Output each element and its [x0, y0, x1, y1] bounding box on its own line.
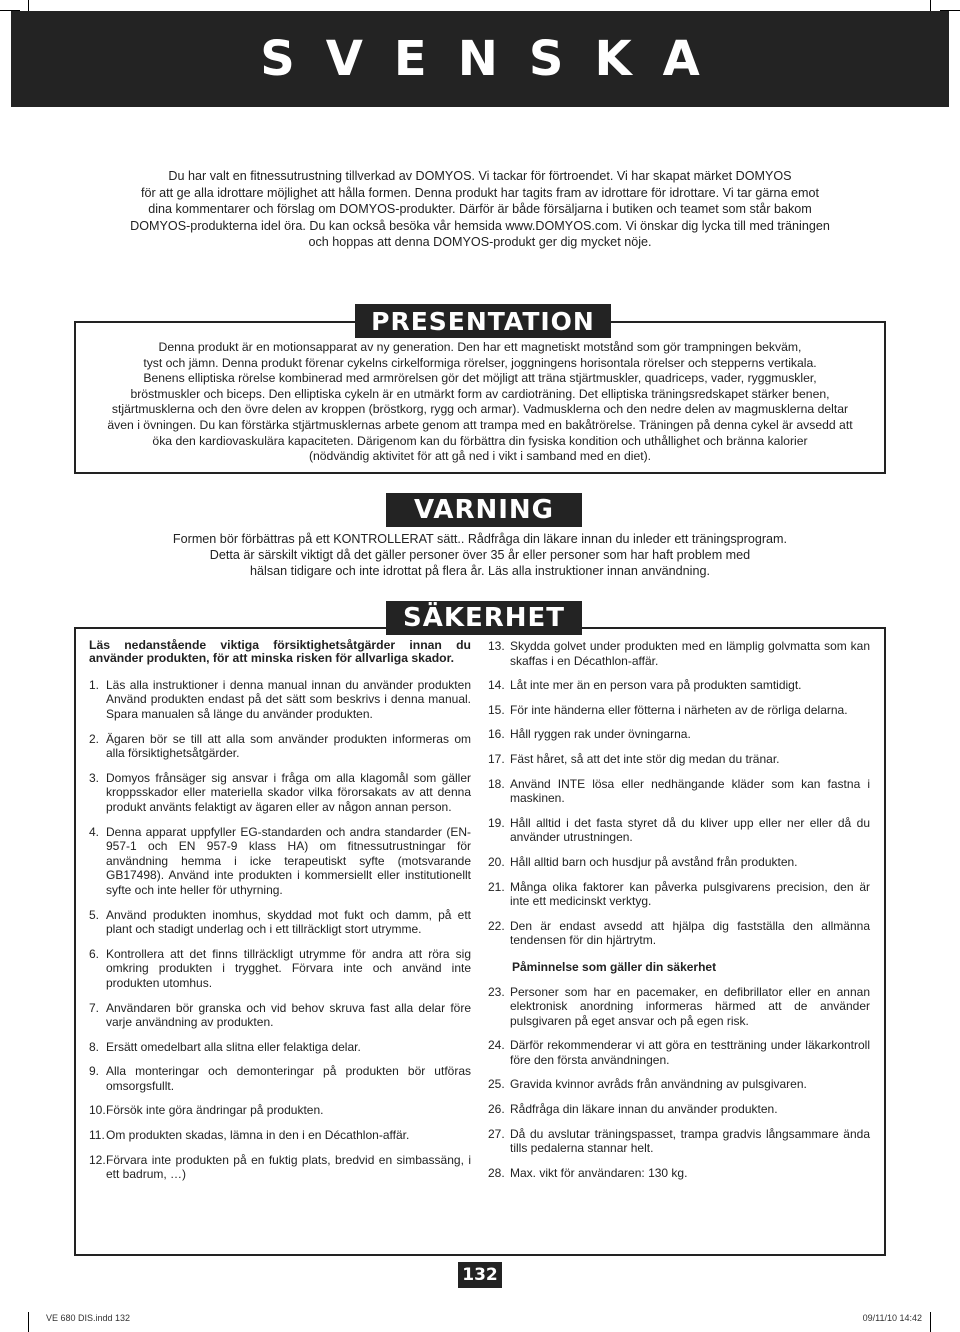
item-number: 27.: [488, 1126, 505, 1141]
varning-line: hälsan tidigare och inte idrottat på flera år. Läs alla instruktioner innan användning.: [250, 563, 710, 578]
presentation-line: öka den kardiovaskulära kapaciteten. Därigenom kan du förbättra din fysiska kondition och uthållighet och bränna kalorier: [152, 433, 808, 448]
varning-line: Formen bör förbättras på ett KONTROLLERAT sätt.. Rådfråga din läkare innan du inleder ett träningsprogram.: [172, 532, 788, 546]
safety-item: [488, 855, 870, 870]
safety-item: [488, 1038, 870, 1067]
safety-item: [89, 947, 471, 991]
item-text: För inte händerna eller fötterna i närheten av de rörliga delarna.: [510, 702, 848, 717]
banner-title: SVENSKA: [260, 31, 731, 87]
item-number: 23.: [488, 984, 505, 999]
item-number: 19.: [488, 815, 505, 830]
item-text: Personer som har en pacemaker, en defibrillator eller en annan elektronisk anordning informeras härmed att de använder pulsgivaren på eget ansvar och på egen risk.: [510, 984, 870, 1028]
item-number: 22.: [488, 918, 505, 933]
item-text: Därför rekommenderar vi att göra en testträning under läkarkontroll före den första användningen.: [510, 1038, 870, 1067]
item-text: Många olika faktorer kan påverka pulsgivarens precision, den är inte ett medicinskt verktyg.: [510, 879, 870, 909]
safety-item: [488, 919, 870, 948]
presentation-line: bröstmuskler och biceps. Den elliptiska cykeln är en utmärkt form av cardioträning. Det elliptiska träningsredskapet stärker benen,: [130, 386, 830, 401]
safety-item: [89, 908, 471, 937]
presentation-line: även i övningen. Du kan förstärka stjärtmusklernas arbete genom att trampa med en bakåtrörelse. Träningen på denna cykel är avsedd att: [107, 417, 853, 432]
item-text: Försök inte göra ändringar på produkten.: [106, 1103, 324, 1118]
safety-item: [89, 1040, 471, 1055]
crop-mark: [930, 1312, 931, 1332]
item-number: 8.: [89, 1039, 100, 1054]
item-text: Gravida kvinnor avråds från användning av pulsgivaren.: [510, 1077, 807, 1092]
safety-item: [488, 639, 870, 668]
presentation-line: Denna produkt är en motionsapparat av ny generation. Den har ett magnetiskt motstånd som gör trampningen bekväm,: [158, 340, 802, 354]
item-number: 10.: [89, 1103, 106, 1118]
safety-item: [488, 816, 870, 845]
item-number: 16.: [488, 727, 505, 742]
item-number: 12.: [89, 1152, 106, 1167]
safety-item: [89, 678, 471, 722]
language-banner: [11, 11, 949, 107]
safety-item: [488, 777, 870, 806]
item-number: 15.: [488, 702, 505, 717]
item-text: Håll alltid barn och husdjur på avstånd från produkten.: [510, 854, 798, 869]
item-number: 14.: [488, 678, 505, 693]
sakerhet-left-column: [89, 639, 471, 1192]
safety-item: [488, 1102, 870, 1117]
intro-line: dina kommentarer och förslag om DOMYOS-produkter. Därför är både försäljarna i butiken och teamet som står bakom: [148, 202, 812, 217]
item-text: Använd produkten inomhus, skyddad mot fukt och damm, på ett plant och stadigt underlag och i ett tillräckligt stort utrymme.: [106, 907, 471, 937]
safety-item: [488, 703, 870, 718]
varning-line: Detta är särskilt viktigt då det gäller personer över 35 år eller personer som har haft problem med: [209, 547, 751, 562]
crop-mark: [28, 1312, 29, 1332]
item-number: 5.: [89, 907, 100, 922]
presentation-line: Benens elliptiska rörelse kombinerad med armrörelsen gör det möjligt att träna stjärtmuskler, quadriceps, vader, ryggmuskler,: [143, 371, 817, 386]
safety-item: [89, 1128, 471, 1143]
safety-item: [488, 880, 870, 909]
item-text: Skydda golvet under produkten med en lämplig golvmatta som kan skaffas i en Décathlon-affär.: [510, 639, 870, 668]
item-number: 17.: [488, 751, 505, 766]
intro-line: och hoppas att denna DOMYOS-produkt ger dig mycket nöje.: [308, 235, 652, 250]
item-text: Om produkten skadas, lämna in den i en Décathlon-affär.: [106, 1128, 410, 1143]
safety-item: [89, 1001, 471, 1030]
item-text: Domyos frånsäger sig ansvar i fråga om alla klagomål som gäller kroppsskador eller materiella skador vilka förorsakats av att denna produkt använts felaktigt av ägaren eller av någon annan person.: [106, 770, 471, 814]
item-text: Förvara inte produkten på en fuktig plats, bredvid en simbassäng, i ett badrum, …): [106, 1152, 471, 1182]
item-text: Alla monteringar och demonteringar på produkten bör utföras omsorgsfullt.: [106, 1064, 471, 1093]
sakerhet-lead: Läs nedanstående viktiga försiktighetsåtgärder innan du använder produkten, för att minska risken för allvarliga skador.: [89, 638, 471, 666]
presentation-line: stjärtmusklerna och den övre delen av kroppen (bröstkorg, rygg och armar). Vadmusklerna och den nedre delen av magmusklerna deltar: [111, 402, 849, 417]
item-text: Håll ryggen rak under övningarna.: [510, 727, 691, 742]
item-number: 26.: [488, 1102, 505, 1117]
item-text: Ersätt omedelbart alla slitna eller felaktiga delar.: [106, 1039, 361, 1054]
item-number: 13.: [488, 639, 505, 653]
safety-item: [89, 1064, 471, 1093]
presentation-heading: PRESENTATION: [355, 304, 611, 338]
item-number: 4.: [89, 824, 100, 839]
varning-heading: VARNING: [386, 493, 582, 527]
safety-item: [488, 1166, 870, 1181]
safety-item: [89, 1153, 471, 1182]
item-number: 11.: [89, 1128, 105, 1143]
safety-item: [89, 771, 471, 815]
varning-text: [120, 532, 840, 579]
intro-line: för att ge alla idrottare möjlighet att hålla formen. Denna produkt har tagits fram av idrottare för idrottare. Vi tar gärna emot: [140, 185, 820, 200]
item-text: Användaren bör granska och vid behov skruva fast alla delar före varje användning av produkten.: [106, 1000, 471, 1030]
footer-timestamp: 09/11/10 14:42: [862, 1313, 922, 1323]
sakerhet-subheading: Påminnelse som gäller din säkerhet: [512, 959, 717, 974]
safety-item: [488, 1127, 870, 1156]
intro-paragraph: [100, 168, 860, 251]
item-text: Den är endast avsedd att hjälpa dig fastställa den allmänna tendensen för din hjärtrytm.: [510, 918, 870, 948]
presentation-line: tyst och jämn. Denna produkt förenar cykelns cirkelformiga rörelser, joggningens horisontala rörelser och stepperns vertikala.: [143, 355, 817, 370]
safety-item: [488, 727, 870, 742]
sakerhet-heading: SÄKERHET: [386, 601, 582, 635]
item-text: Fäst håret, så att det inte stör dig medan du tränar.: [510, 751, 780, 766]
item-number: 18.: [488, 776, 505, 791]
item-number: 2.: [89, 731, 100, 746]
safety-item: [89, 1103, 471, 1118]
item-number: 1.: [89, 677, 100, 692]
footer-file-info: VE 680 DIS.indd 132: [46, 1313, 131, 1323]
item-text: Läs alla instruktioner i denna manual innan du använder produkten Använd produkten endast på det sätt som beskrivs i denna manual. Spara manualen så länge du använder produkten.: [106, 677, 471, 721]
item-number: 3.: [89, 770, 100, 785]
item-number: 9.: [89, 1064, 100, 1079]
item-text: Rådfråga din läkare innan du använder produkten.: [510, 1102, 778, 1117]
sakerhet-right-column: [488, 639, 870, 1190]
item-number: 25.: [488, 1077, 505, 1092]
safety-item: [488, 678, 870, 693]
intro-line: Du har valt en fitnessutrustning tillverkad av DOMYOS. Vi tackar för förtroendet. Vi har skapat märket DOMYOS: [168, 169, 792, 183]
item-text: Då du avslutar träningspasset, trampa gradvis långsammare ända tills pedalerna stannar helt.: [510, 1126, 870, 1156]
item-text: Denna apparat uppfyller EG-standarden och andra standarder (EN-957-1 och EN 957-9 klass HA) om fitnessutrustningar för användning hemma i icke terapeutiskt syfte (motsvarande GB17498). Använd inte produkten i kommersiellt eller institutionellt syfte och inte heller för uthyrning.: [106, 824, 471, 897]
item-text: Använd INTE lösa eller nedhängande kläder som kan fastna i maskinen.: [510, 776, 870, 806]
item-number: 7.: [89, 1000, 100, 1015]
item-number: 6.: [89, 946, 100, 961]
item-text: Håll alltid i det fasta styret då du kliver upp eller ner eller då du använder utrustningen.: [510, 815, 870, 845]
presentation-text: [84, 340, 876, 465]
safety-item: [488, 752, 870, 767]
safety-item: [89, 825, 471, 898]
item-number: 21.: [488, 879, 505, 894]
item-text: Ägaren bör se till att alla som använder produkten informeras om alla försiktighetsåtgärder.: [106, 731, 471, 761]
item-number: 28.: [488, 1165, 505, 1180]
item-number: 24.: [488, 1038, 505, 1053]
item-text: Kontrollera att det finns tillräckligt utrymme för andra att röra sig omkring produkten i trygghet. Förvara inte och använd inte produkten utomhus.: [106, 946, 471, 990]
item-number: 20.: [488, 854, 505, 869]
presentation-line: (nödvändig aktivitet för att gå ned i vikt i samband med en diet).: [308, 449, 652, 464]
safety-item: [488, 1077, 870, 1092]
page-number: 132: [458, 1262, 502, 1288]
safety-item: [488, 985, 870, 1029]
item-text: Max. vikt för användaren: 130 kg.: [510, 1165, 688, 1180]
item-text: Låt inte mer än en person vara på produkten samtidigt.: [510, 678, 802, 693]
intro-line: DOMYOS-produkterna idel öra. Du kan också besöka vår hemsida www.DOMYOS.com. Vi önskar dig lycka till med träningen: [130, 218, 830, 233]
safety-item: [89, 732, 471, 761]
